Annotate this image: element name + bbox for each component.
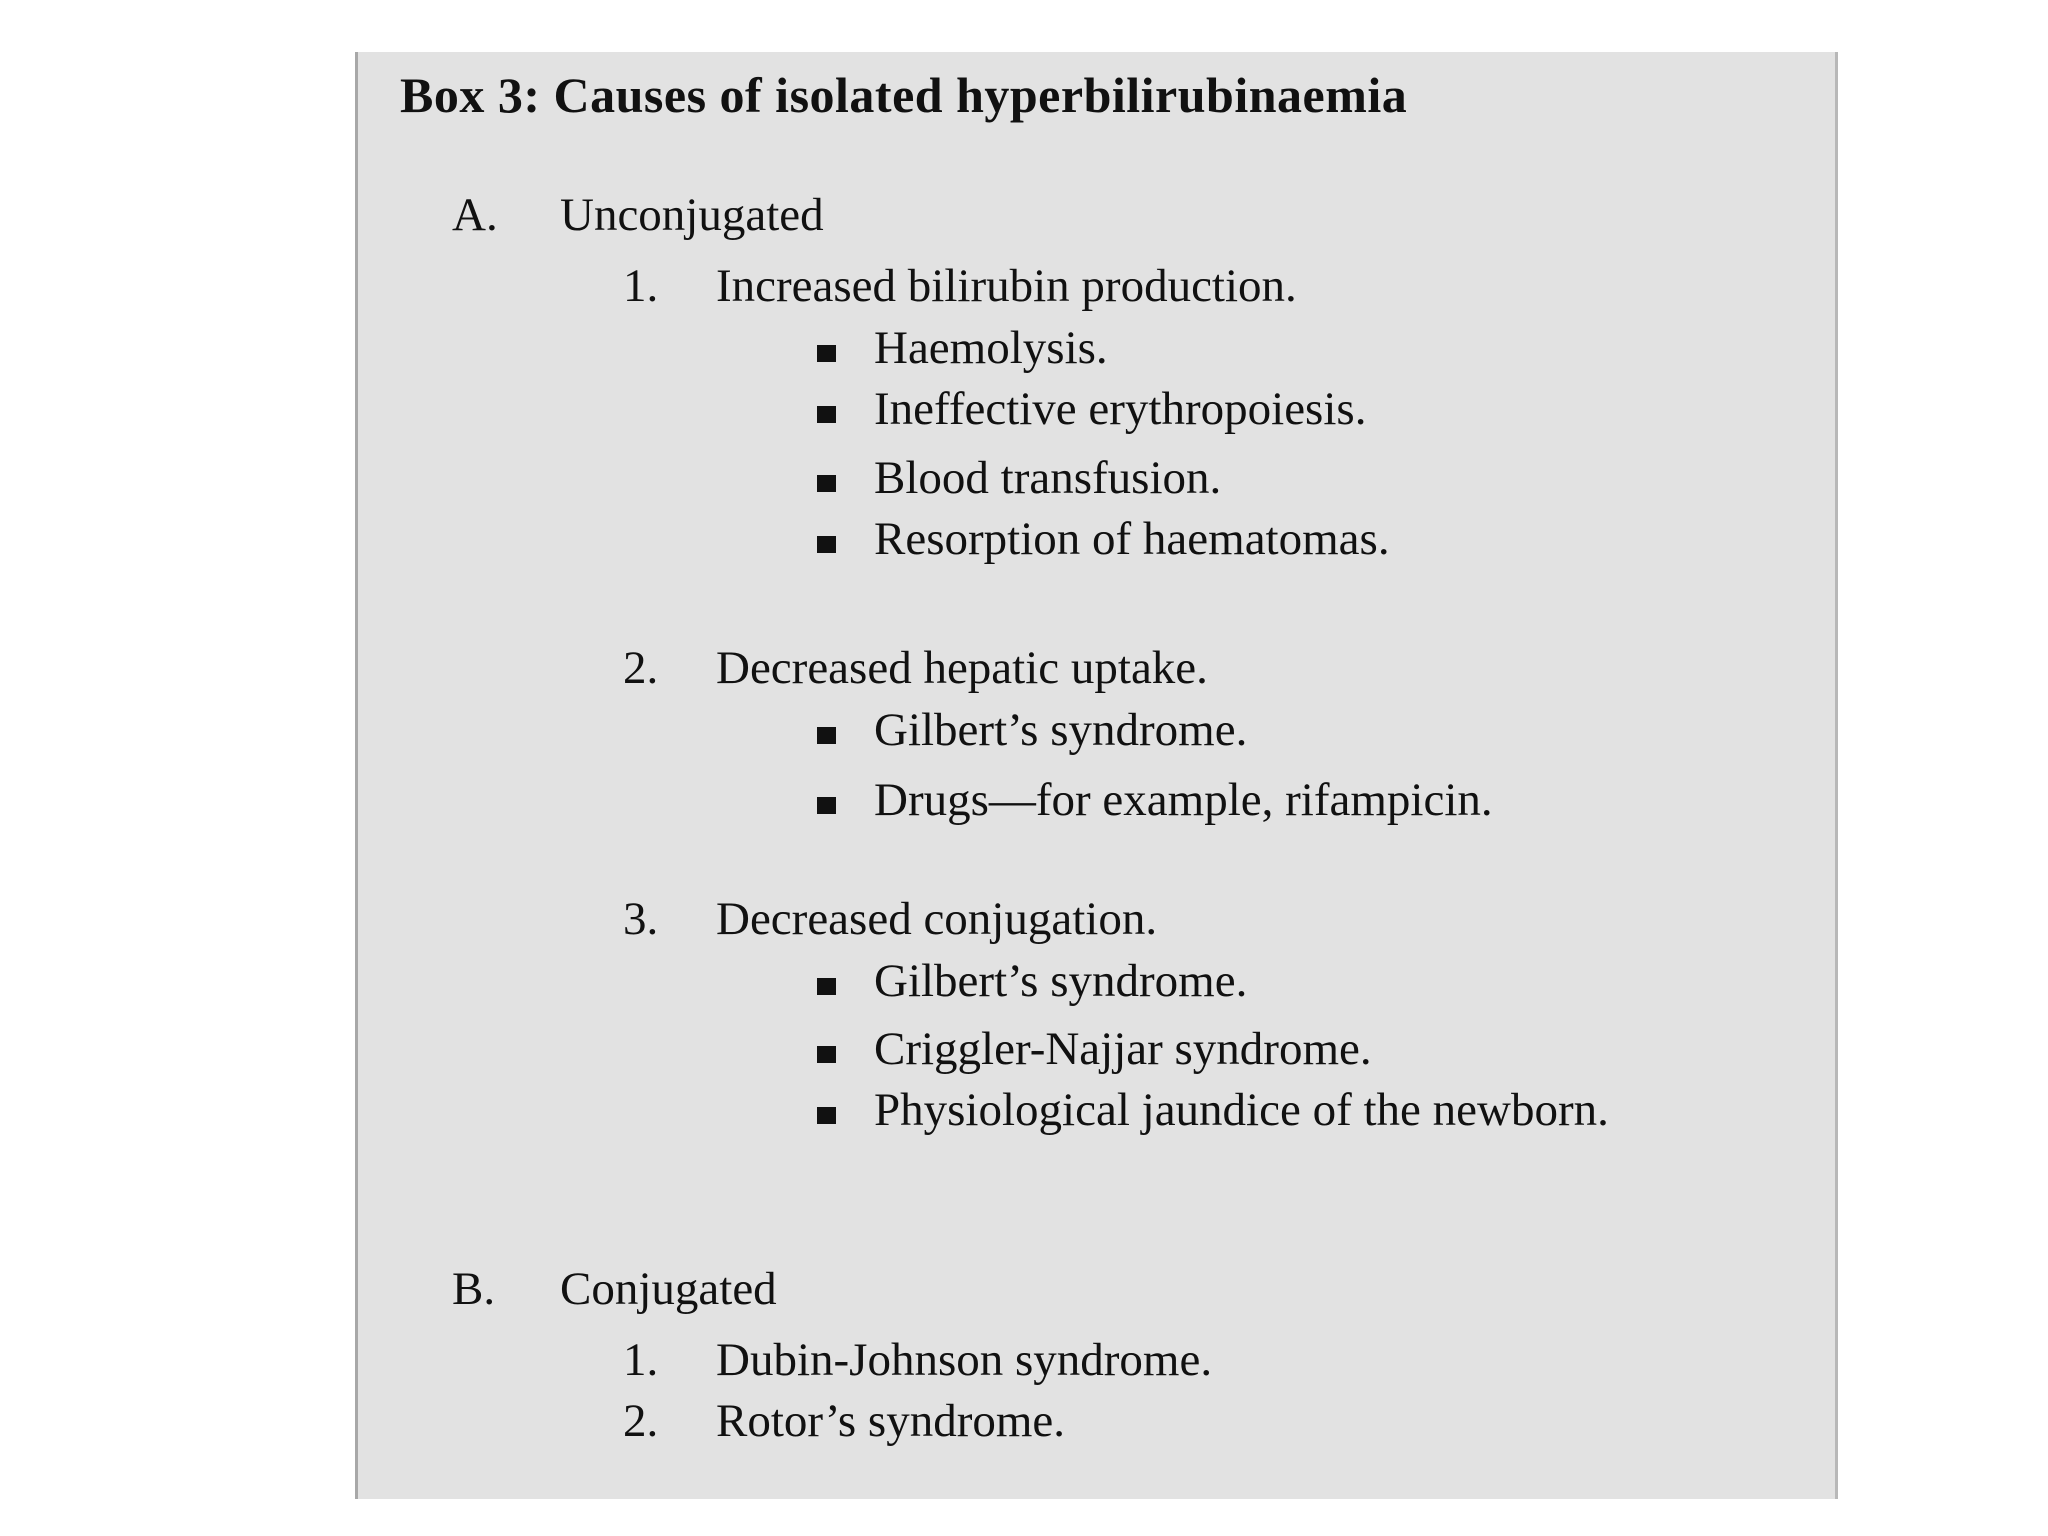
item-number: 3. (623, 893, 659, 945)
bullet-item: Physiological jaundice of the newborn. (874, 1084, 1609, 1136)
bullet-item: Gilbert’s syndrome. (874, 955, 1248, 1007)
bullet-item: Haemolysis. (874, 322, 1108, 374)
bullet-icon (817, 536, 836, 553)
bullet-icon (817, 1046, 836, 1063)
item-label: Dubin-Johnson syndrome. (716, 1334, 1213, 1386)
item-label: Rotor’s syndrome. (716, 1395, 1066, 1447)
bullet-icon (817, 978, 836, 995)
section-a-label: Unconjugated (560, 189, 824, 241)
bullet-item: Drugs—for example, rifampicin. (874, 774, 1493, 826)
box-title: Box 3: Causes of isolated hyperbilirubinaemia (400, 67, 1408, 123)
item-label: Decreased hepatic uptake. (716, 642, 1208, 694)
bullet-icon (817, 406, 836, 423)
section-a-letter: A. (452, 189, 498, 241)
bullet-icon (817, 727, 836, 744)
item-number: 2. (623, 642, 659, 694)
bullet-icon (817, 797, 836, 814)
bullet-item: Resorption of haematomas. (874, 513, 1390, 565)
section-b-letter: B. (452, 1263, 496, 1315)
item-number: 1. (623, 1334, 659, 1386)
bullet-icon (817, 345, 836, 362)
bullet-item: Criggler-Najjar syndrome. (874, 1023, 1372, 1075)
bullet-icon (817, 475, 836, 492)
item-label: Increased bilirubin production. (716, 260, 1297, 312)
item-number: 2. (623, 1395, 659, 1447)
item-number: 1. (623, 260, 659, 312)
bullet-item: Ineffective erythropoiesis. (874, 383, 1367, 435)
item-label: Decreased conjugation. (716, 893, 1158, 945)
bullet-item: Blood transfusion. (874, 452, 1222, 504)
section-b-label: Conjugated (560, 1263, 777, 1315)
bullet-icon (817, 1107, 836, 1124)
bullet-item: Gilbert’s syndrome. (874, 704, 1248, 756)
